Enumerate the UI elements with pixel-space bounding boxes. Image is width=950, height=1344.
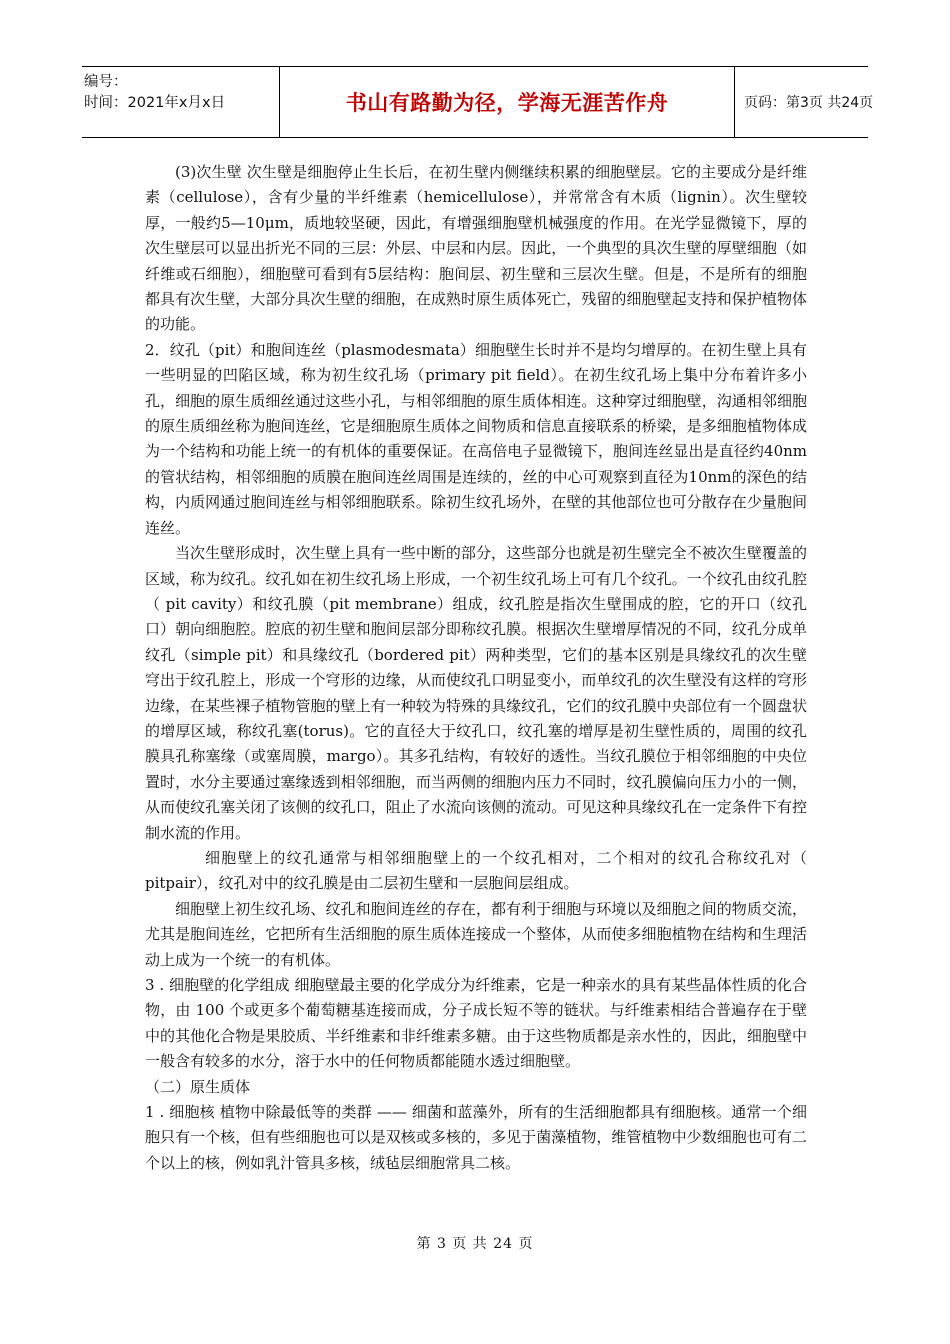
paragraph-pits-plasmodesmata: 2．纹孔（pit）和胞间连丝（plasmodesmata）细胞壁生长时并不是均匀增厚的。在初生壁上具有一些明显的凹陷区域，称为初生纹孔场（primary pit field）。在初生纹孔场上集中分布着许多小孔，细胞的原生质细丝通过这些小孔，与相邻细胞的原生质体相连。这种穿过细胞壁，沟通相邻细胞的原生质细丝称为胞间连丝，它是细胞原生质体之间物质和信息直接联系的桥梁，是多细胞植物体成为一个结构和功能上统一的有机体的重要保证。在高倍电子显微镜下，胞间连丝显出是直径约40nm的管状结构，相邻细胞的质膜在胞间连丝周围是连续的，丝的中心可观察到直径为10nm的深色的结构，内质网通过胞间连丝与相邻细胞联系。除初生纹孔场外，在壁的其他部位也可分散存在少量胞间连丝。: [145, 340, 807, 537]
page-header: [82, 66, 874, 138]
paragraph-chemistry: 3 . 细胞壁的化学组成 细胞壁最主要的化学成分为纤维素，它是一种亲水的具有某些晶体性质的化合物，由 100 个或更多个葡萄糖基连接而成，分子成长短不等的链状。与纤维素相结合普遍存在于壁中的其他化合物是果胶质、半纤维素和非纤维素多糖。由于这些物质都是亲水性的，因此，细胞壁中一般含有较多的水分，溶于水中的任何物质都能随水透过细胞壁。: [145, 976, 807, 1071]
body-text: [145, 160, 807, 1176]
paragraph-pit-types: 当次生壁形成时，次生壁上具有一些中断的部分，这些部分也就是初生壁完全不被次生壁覆盖的区域，称为纹孔。纹孔如在初生纹孔场上形成，一个初生纹孔场上可有几个纹孔。一个纹孔由纹孔腔（ pit cavity）和纹孔膜（pit membrane）组成，纹孔腔是指次生壁围成的腔，它的开口（纹孔口）朝向细胞腔。腔底的初生壁和胞间层部分即称纹孔膜。根据次生壁增厚情况的不同，纹孔分成单纹孔（simple pit）和具缘纹孔（bordered pit）两种类型，它们的基本区别是具缘纹孔的次生壁穹出于纹孔腔上，形成一个穹形的边缘，从而使纹孔口明显变小，而单纹孔的次生壁没有这样的穹形边缘，在某些裸子植物管胞的壁上有一种较为特殊的具缘纹孔，它们的纹孔膜中央部位有一个圆盘状的增厚区域，称纹孔塞(torus)。它的直径大于纹孔口，纹孔塞的增厚是初生壁性质的，周围的纹孔膜具孔称塞缘（或塞周膜，margo）。其多孔结构，有较好的透性。当纹孔膜位于相邻细胞的中央位置时，水分主要通过塞缘透到相邻细胞，而当两侧的细胞内压力不同时，纹孔膜偏向压力小的一侧，从而使纹孔塞关闭了该侧的纹孔口，阻止了水流向该侧的流动。可见这种具缘纹孔在一定条件下有控制水流的作用。: [145, 544, 807, 842]
paragraph-secondary-wall: (3)次生壁 次生壁是细胞停止生长后，在初生壁内侧继续积累的细胞壁层。它的主要成分是纤维素（cellulose），含有少量的半纤维素（hemicellulose），并常常含有木质（lignin）。次生壁较厚，一般约5—10μm，质地较坚硬，因此，有增强细胞壁机械强度的作用。在光学显微镜下，厚的次生壁层可以显出折光不同的三层：外层、中层和内层。因此，一个典型的具次生壁的厚壁细胞（如纤维或石细胞），细胞壁可看到有5层结构：胞间层、初生壁和三层次生壁。但是，不是所有的细胞都具有次生壁，大部分具次生壁的细胞，在成熟时原生质体死亡，残留的细胞壁起支持和保护植物体的功能。: [145, 163, 807, 334]
doc-number-label: 编号：: [84, 74, 128, 90]
paragraph-exchange: 细胞壁上初生纹孔场、纹孔和胞间连丝的存在，都有利于细胞与环境以及细胞之间的物质交流，尤其是胞间连丝，它把所有生活细胞的原生质体连接成一个整体，从而使多细胞植物在结构和生理活动上成为一个统一的有机体。: [145, 899, 807, 969]
motto: 书山有路勤为径，学海无涯苦作舟: [345, 91, 669, 115]
paragraph-pit-pair: 细胞壁上的纹孔通常与相邻细胞壁上的一个纹孔相对，二个相对的纹孔合称纹孔对（ pitpair），纹孔对中的纹孔膜是由二层初生壁和一层胞间层组成。: [145, 848, 807, 893]
paragraph-nucleus: 1 . 细胞核 植物中除最低等的类群 —— 细菌和蓝藻外，所有的生活细胞都具有细胞核。通常一个细胞只有一个核，但有些细胞也可以是双核或多核的，多见于菌藻植物，维管植物中少数细胞也可有二个以上的核，例如乳汁管具多核，绒毡层细胞常具二核。: [145, 1103, 807, 1172]
date-label: 时间：2021年x月x日: [84, 95, 226, 111]
header-motto-cell: [280, 67, 735, 137]
page-footer: 第 3 页 共 24 页: [416, 1236, 534, 1252]
section-heading-protoplast: （二）原生质体: [145, 1077, 251, 1096]
header-page-info: 页码：第3页 共24页: [744, 95, 874, 111]
header-meta: [82, 67, 280, 137]
